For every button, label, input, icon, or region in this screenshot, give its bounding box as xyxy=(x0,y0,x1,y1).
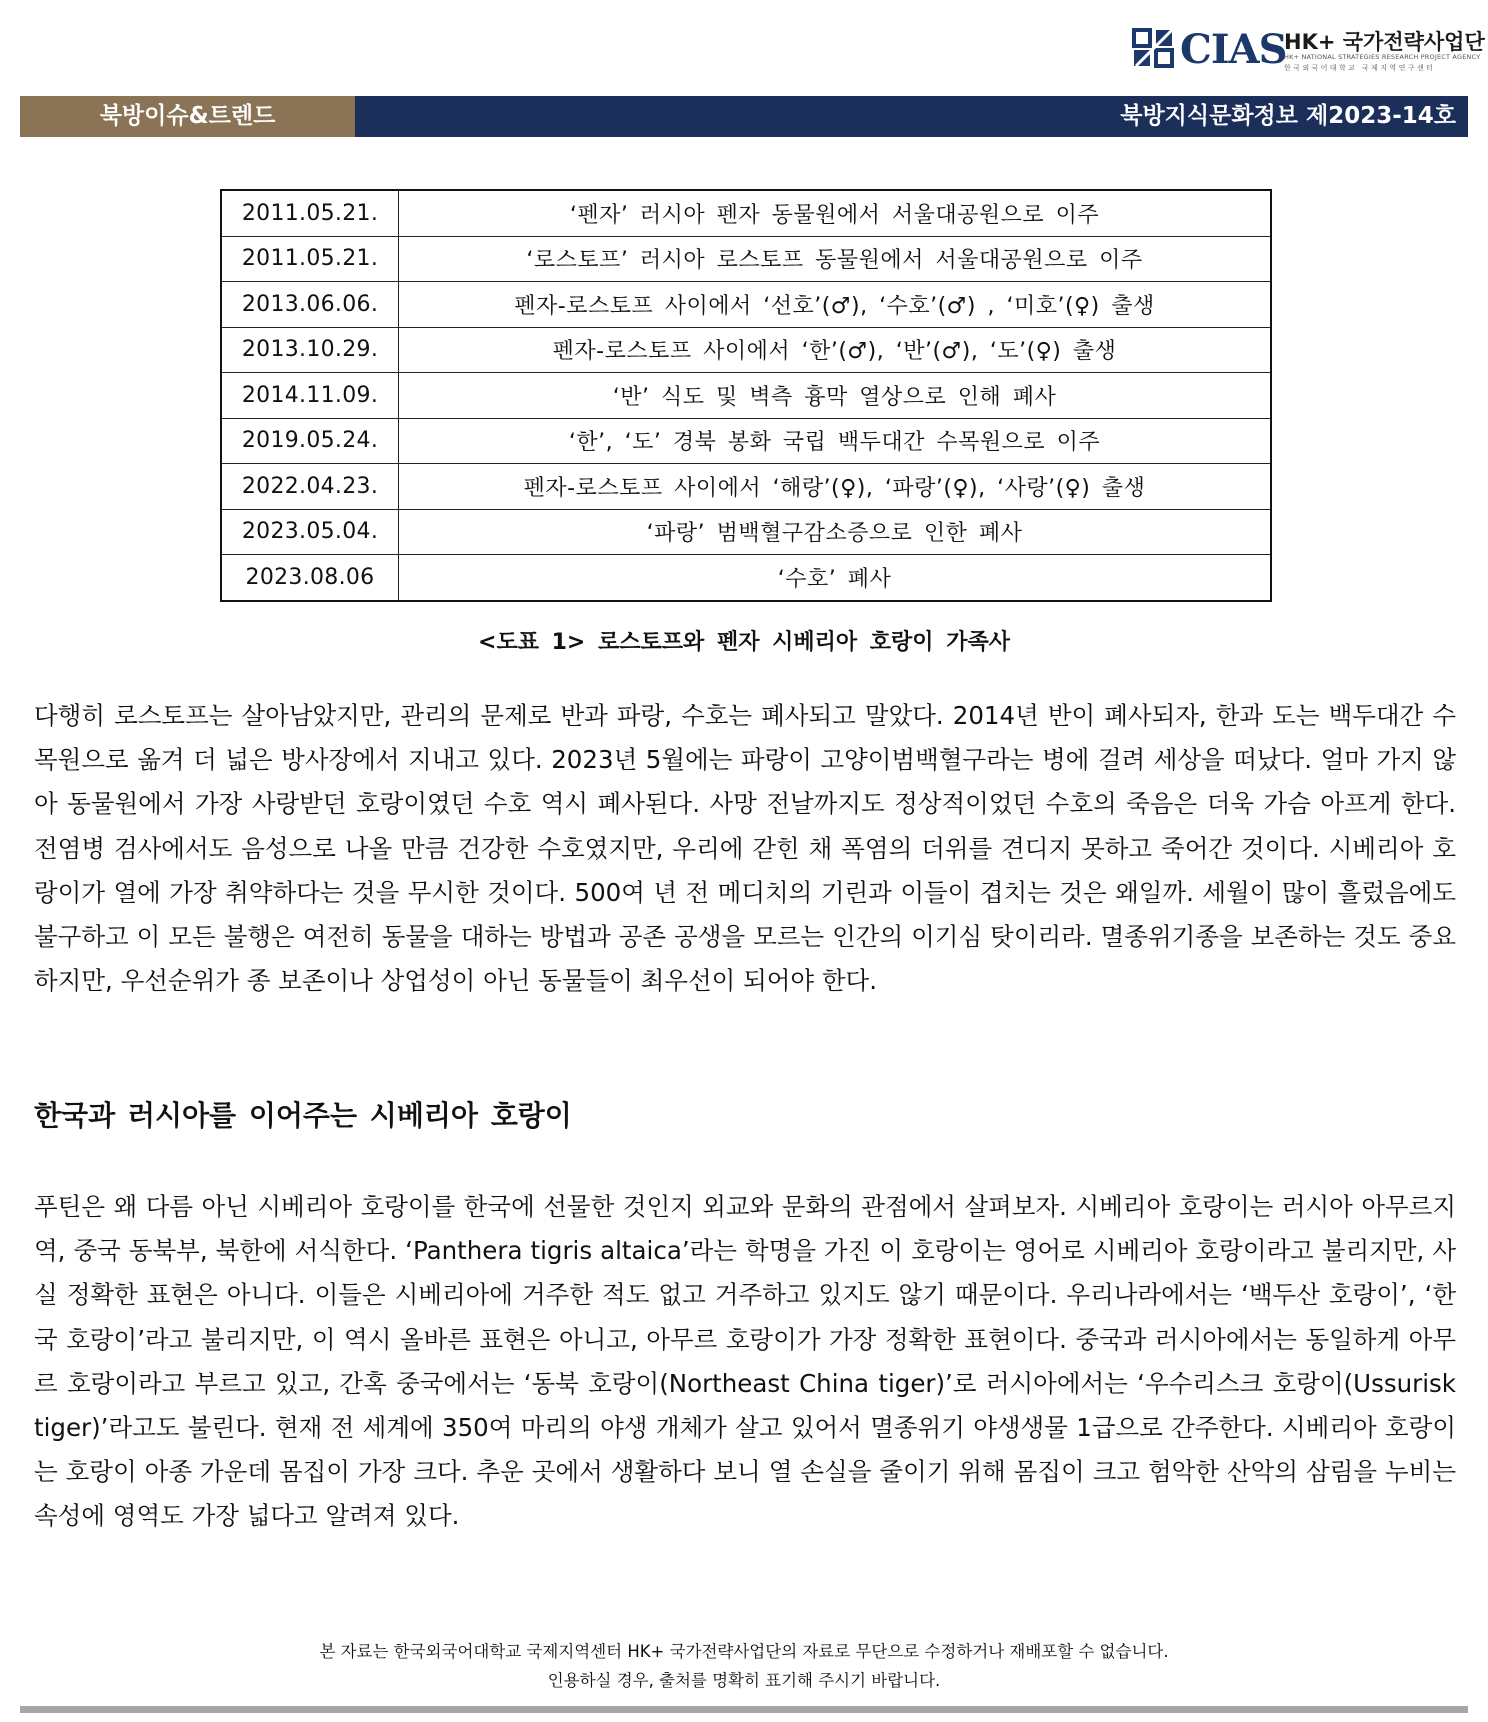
family-history-table xyxy=(220,189,1272,602)
publication-number: 북방지식문화정보 제2023-14호 xyxy=(355,96,1468,137)
table-cell-event: ‘수호’ 폐사 xyxy=(399,555,1272,601)
table-cell-event: 펜자-로스토프 사이에서 ‘해랑’(♀), ‘파랑’(♀), ‘사랑’(♀) 출생 xyxy=(399,464,1272,510)
footer-notice xyxy=(0,1637,1488,1695)
table-cell-date: 2019.05.24. xyxy=(221,418,399,464)
table-cell-event: 펜자-로스토프 사이에서 ‘선호’(♂), ‘수호’(♂) , ‘미호’(♀) 출생 xyxy=(399,282,1272,328)
logo-title: HK+ 국가전략사업단 xyxy=(1284,30,1485,54)
table-cell-date: 2023.05.04. xyxy=(221,509,399,555)
table-cell-date: 2022.04.23. xyxy=(221,464,399,510)
table-cell-event: ‘한’, ‘도’ 경북 봉화 국립 백두대간 수목원으로 이주 xyxy=(399,418,1272,464)
footer-divider xyxy=(20,1706,1468,1713)
table-row xyxy=(221,555,1271,601)
table-cell-date: 2011.05.21. xyxy=(221,236,399,282)
table-cell-date: 2023.08.06 xyxy=(221,555,399,601)
header-bar xyxy=(20,96,1468,137)
cias-logo xyxy=(1132,22,1485,78)
section-heading: 한국과 러시아를 이어주는 시베리아 호랑이 xyxy=(34,1099,572,1132)
table-row xyxy=(221,418,1271,464)
table-row xyxy=(221,282,1271,328)
table-cell-date: 2013.06.06. xyxy=(221,282,399,328)
body-paragraph-1: 다행히 로스토프는 살아남았지만, 관리의 문제로 반과 파랑, 수호는 폐사되고 말았다. 2014년 반이 폐사되자, 한과 도는 백두대간 수목원으로 옮겨 더 넓은 방사장에서 지내고 있다. 2023년 5월에는 파랑이 고양이범백혈구라는 병에 걸려 세상을 떠났다. 얼마 가지 않아 동물원에서 가장 사랑받던 호랑이였던 수호 역시 폐사된다. 사망 전날까지도 정상적이었던 수호의 죽음은 더욱 가슴 아프게 한다. 전염병 검사에서도 음성으로 나올 만큼 건강한 수호였지만, 우리에 갇힌 채 폭염의 더위를 견디지 못하고 죽어간 것이다. 시베리아 호랑이가 열에 가장 취약하다는 것을 무시한 것이다. 500여 년 전 메디치의 기린과 이들이 겹치는 것은 왜일까. 세월이 많이 흘렀음에도 불구하고 이 모든 불행은 여전히 동물을 대하는 방법과 공존 공생을 모르는 인간의 이기심 탓이리라. 멸종위기종을 보존하는 것도 중요하지만, 우선순위가 종 보존이나 상업성이 아닌 동물들이 최우선이 되어야 한다. xyxy=(34,701,1456,996)
table-cell-date: 2011.05.21. xyxy=(221,190,399,236)
table-cell-event: 펜자-로스토프 사이에서 ‘한’(♂), ‘반’(♂), ‘도’(♀) 출생 xyxy=(399,327,1272,373)
body-paragraph-2: 푸틴은 왜 다름 아닌 시베리아 호랑이를 한국에 선물한 것인지 외교와 문화의 관점에서 살펴보자. 시베리아 호랑이는 러시아 아무르지역, 중국 동북부, 북한에 서식한다. ‘Panthera tigris altaica’라는 학명을 가진 이 호랑이는 영어로 시베리아 호랑이라고 불리지만, 사실 정확한 표현은 아니다. 이들은 시베리아에 거주한 적도 없고 거주하고 있지도 않기 때문이다. 우리나라에서는 ‘백두산 호랑이’, ‘한국 호랑이’라고 불리지만, 이 역시 올바른 표현은 아니고, 아무르 호랑이가 가장 정확한 표현이다. 중국과 러시아에서는 동일하게 아무르 호랑이라고 부르고 있고, 간혹 중국에서는 ‘동북 호랑이(Northeast China tiger)’로 러시아에서는 ‘우수리스크 호랑이(Ussurisk tiger)’라고도 불린다. 현재 전 세계에 350여 마리의 야생 개체가 살고 있어서 멸종위기 야생생물 1급으로 간주한다. 시베리아 호랑이는 호랑이 아종 가운데 몸집이 가장 크다. 추운 곳에서 생활하다 보니 열 손실을 줄이기 위해 몸집이 크고 험악한 산악의 삼림을 누비는 속성에 영역도 가장 넓다고 알려져 있다. xyxy=(34,1192,1456,1531)
table-cell-event: ‘반’ 식도 및 벽측 흉막 열상으로 인해 폐사 xyxy=(399,373,1272,419)
table-row xyxy=(221,373,1271,419)
table-row xyxy=(221,236,1271,282)
section-label: 북방이슈&트렌드 xyxy=(20,96,355,137)
footer-line-2: 인용하실 경우, 출처를 명확히 표기해 주시기 바랍니다. xyxy=(547,1671,941,1690)
logo-brand: CIAS xyxy=(1180,26,1287,73)
table-caption: <도표 1> 로스토프와 펜자 시베리아 호랑이 가족사 xyxy=(478,630,1010,655)
table-row xyxy=(221,509,1271,555)
cias-logo-mark-icon xyxy=(1132,26,1176,70)
table-cell-event: ‘로스토프’ 러시아 로스토프 동물원에서 서울대공원으로 이주 xyxy=(399,236,1272,282)
table-cell-date: 2013.10.29. xyxy=(221,327,399,373)
footer-line-1: 본 자료는 한국외국어대학교 국제지역센터 HK+ 국가전략사업단의 자료로 무단으로 수정하거나 재배포할 수 없습니다. xyxy=(319,1642,1169,1661)
table-cell-event: ‘파랑’ 범백혈구감소증으로 인한 폐사 xyxy=(399,509,1272,555)
table-row xyxy=(221,327,1271,373)
table-cell-event: ‘펜자’ 러시아 펜자 동물원에서 서울대공원으로 이주 xyxy=(399,190,1272,236)
table-row xyxy=(221,464,1271,510)
logo-subtitle-kr: 한국외국어대학교 국제지역연구센터 xyxy=(1284,64,1436,72)
logo-subtitle-en: HK+ NATIONAL STRATEGIES RESEARCH PROJECT AGENCY xyxy=(1284,53,1481,61)
table-row xyxy=(221,190,1271,236)
table-cell-date: 2014.11.09. xyxy=(221,373,399,419)
